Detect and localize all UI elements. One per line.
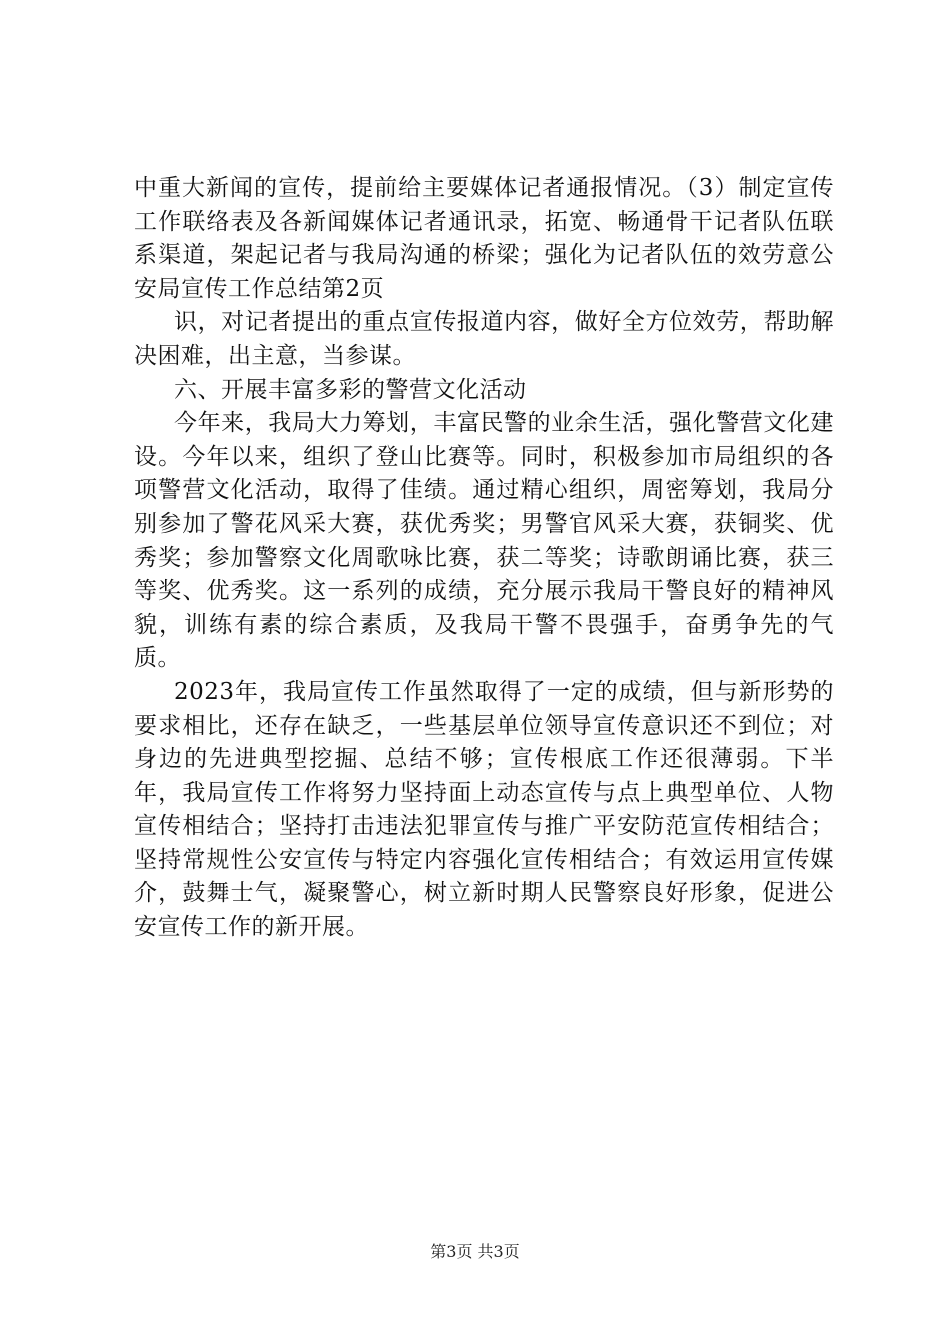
paragraph-continuation-2: 识，对记者提出的重点宣传报道内容，做好全方位效劳，帮助解决困难，出主意，当参谋。 — [134, 309, 834, 369]
paragraph-continuation: 中重大新闻的宣传，提前给主要媒体记者通报情况。（3）制定宣传工作联络表及各新闻媒体记者通讯录，拓宽、畅通骨干记者队伍联系渠道，架起记者与我局沟通的桥梁；强化为记者队伍的效劳意公安局宣传工作总结第2页 — [134, 175, 834, 302]
document-body — [134, 172, 834, 945]
page-footer: 第3页 共3页 — [430, 1242, 520, 1261]
paragraph-culture-activities: 今年来，我局大力筹划，丰富民警的业余生活，强化警营文化建设。今年以来，组织了登山比赛等。同时，积极参加市局组织的各项警营文化活动，取得了佳绩。通过精心组织，周密筹划，我局分别参加了警花风采大赛，获优秀奖；男警官风采大赛，获铜奖、优秀奖；参加警察文化周歌咏比赛，获二等奖；诗歌朗诵比赛，获三等奖、优秀奖。这一系列的成绩，充分展示我局干警良好的精神风貌，训练有素的综合素质，及我局干警不畏强手，奋勇争先的气质。 — [134, 410, 834, 672]
paragraph-summary: 2023年，我局宣传工作虽然取得了一定的成绩，但与新形势的要求相比，还存在缺乏，一些基层单位领导宣传意识还不到位；对身边的先进典型挖掘、总结不够；宣传根底工作还很薄弱。下半年，我局宣传工作将努力坚持面上动态宣传与点上典型单位、人物宣传相结合；坚持打击违法犯罪宣传与推广平安防范宣传相结合；坚持常规性公安宣传与特定内容强化宣传相结合；有效运用宣传媒介，鼓舞士气，凝聚警心，树立新时期人民警察良好形象，促进公安宣传工作的新开展。 — [134, 678, 834, 941]
section-heading: 六、开展丰富多彩的警营文化活动 — [174, 376, 527, 403]
